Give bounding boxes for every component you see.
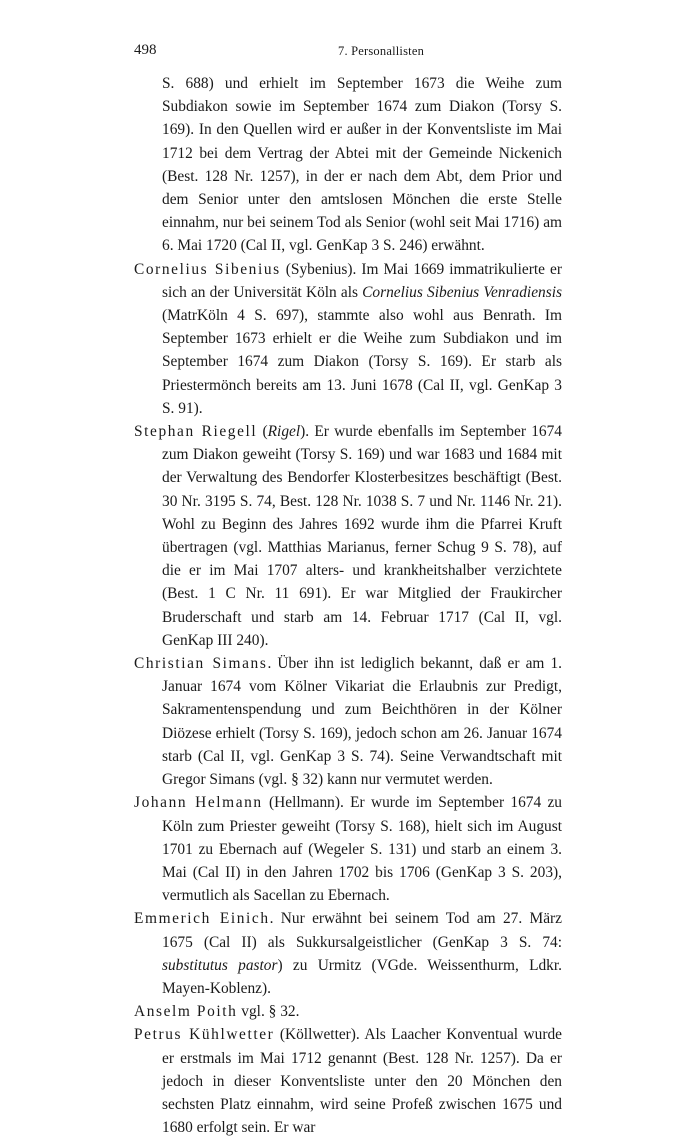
continued-paragraph [134, 72, 562, 258]
person-entry [134, 258, 562, 420]
person-name: Johann Helmann [134, 794, 263, 812]
person-entry [134, 791, 562, 907]
entry-text: (Köllwetter). Als Laacher Konventual wurde er erstmals im Mai 1712 genannt (Best. 128 Nr. 1257). Da er jedoch in dieser Konventsliste unter den 20 Mönchen den sechsten Platz einnahm, wird seine Profeß zwischen 1675 und 1680 erfolgt sein. Er war [162, 1026, 562, 1137]
person-entry [134, 652, 562, 791]
page-number: 498 [134, 42, 157, 58]
entry-text: (Hellmann). Er wurde im September 1674 zu Köln zum Priester geweiht (Torsy S. 168), hielt sich im August 1701 zu Ebernach auf (Wegeler S. 131) und starb an einem 3. Mai (Cal II) in den Jahren 1702 bis 1706 (GenKap 3 S. 203), vermutlich als Sacellan zu Ebernach. [162, 794, 563, 905]
person-entry [134, 420, 562, 652]
person-name: Emmerich Einich [134, 910, 270, 928]
entry-text: ) zu Urmitz (VGde. Weissenthurm, Ldkr. Mayen-Koblenz). [162, 956, 562, 997]
person-entry [134, 1023, 562, 1139]
entry-text: vgl. § 32. [237, 1003, 300, 1021]
person-name: Stephan Riegell [134, 423, 258, 441]
running-head: 7. Personallisten [338, 44, 425, 58]
entry-text: . Nur erwähnt bei seinem Tod am 27. März 1675 (Cal II) als Sukkursalgeistlicher (GenKap 3 S. 74: [162, 910, 562, 951]
person-entry [134, 907, 562, 1000]
entry-text: (Sybenius). Im Mai 1669 immatrikulierte er sich an der Universität Köln als [162, 260, 563, 301]
entry-text: ( [257, 423, 268, 441]
italic-text: substitutus pastor [162, 956, 278, 974]
person-name: Cornelius Sibenius [134, 260, 281, 278]
person-entry [134, 1000, 562, 1023]
entry-text: . Über ihn ist lediglich bekannt, daß er am 1. Januar 1674 vom Kölner Vikariat die Erlaubnis zur Predigt, Sakramentenspendung und zum Beichthören in der Kölner Diözese erhielt (Torsy S. 169), jedoch schon am 26. Januar 1674 starb (Cal II, vgl. GenKap 3 S. 74). Seine Verwandtschaft mit Gregor Simans (vgl. § 32) kann nur vermutet werden. [162, 655, 562, 789]
person-name: Christian Simans [134, 655, 268, 673]
main-text [134, 72, 562, 1139]
person-name: Anselm Poith [134, 1003, 238, 1021]
entry-text: (MatrKöln 4 S. 697), stammte also wohl aus Benrath. Im September 1673 erhielt er die Weihe zum Subdiakon und im September 1674 zum Diakon (Torsy S. 169). Er starb als Priestermönch bereits am 13. Juni 1678 (Cal II, vgl. GenKap 3 S. 91). [162, 307, 562, 417]
entry-text: ). Er wurde ebenfalls im September 1674 zum Diakon geweiht (Torsy S. 169) und war 1683 und 1684 mit der Verwaltung des Bendorfer Klosterbesitzes beschäftigt (Best. 30 Nr. 3195 S. 74, Best. 128 Nr. 1038 S. 7 und Nr. 1146 Nr. 21). Wohl zu Beginn des Jahres 1692 wurde ihm die Pfarrei Kruft übertragen (vgl. Matthias Marianus, ferner Schug 9 S. 78), auf die er im Mai 1707 alters- und krankheitshalber verzichtete (Best. 1 C Nr. 11 691). Er war Mitglied der Fraukircher Bruderschaft und starb am 14. Februar 1717 (Cal II, vgl. GenKap III 240). [162, 423, 562, 649]
entry-text: S. 688) und erhielt im September 1673 die Weihe zum Subdiakon sowie im September 1674 zum Diakon (Torsy S. 169). In den Quellen wird er außer in der Konventsliste im Mai 1712 bei dem Vertrag der Abtei mit der Gemeinde Nickenich (Best. 128 Nr. 1257), in der er nach dem Abt, dem Prior und dem Senior unter den amtslosen Mönchen die erste Stelle einnahm, nur bei seinem Tod als Senior (wohl seit Mai 1716) am 6. Mai 1720 (Cal II, vgl. GenKap 3 S. 246) erwähnt. [162, 75, 562, 255]
person-name: Petrus Kühlwetter [134, 1026, 275, 1044]
italic-text: Cornelius Sibenius Venradiensis [362, 283, 562, 301]
italic-text: Rigel [267, 423, 301, 441]
